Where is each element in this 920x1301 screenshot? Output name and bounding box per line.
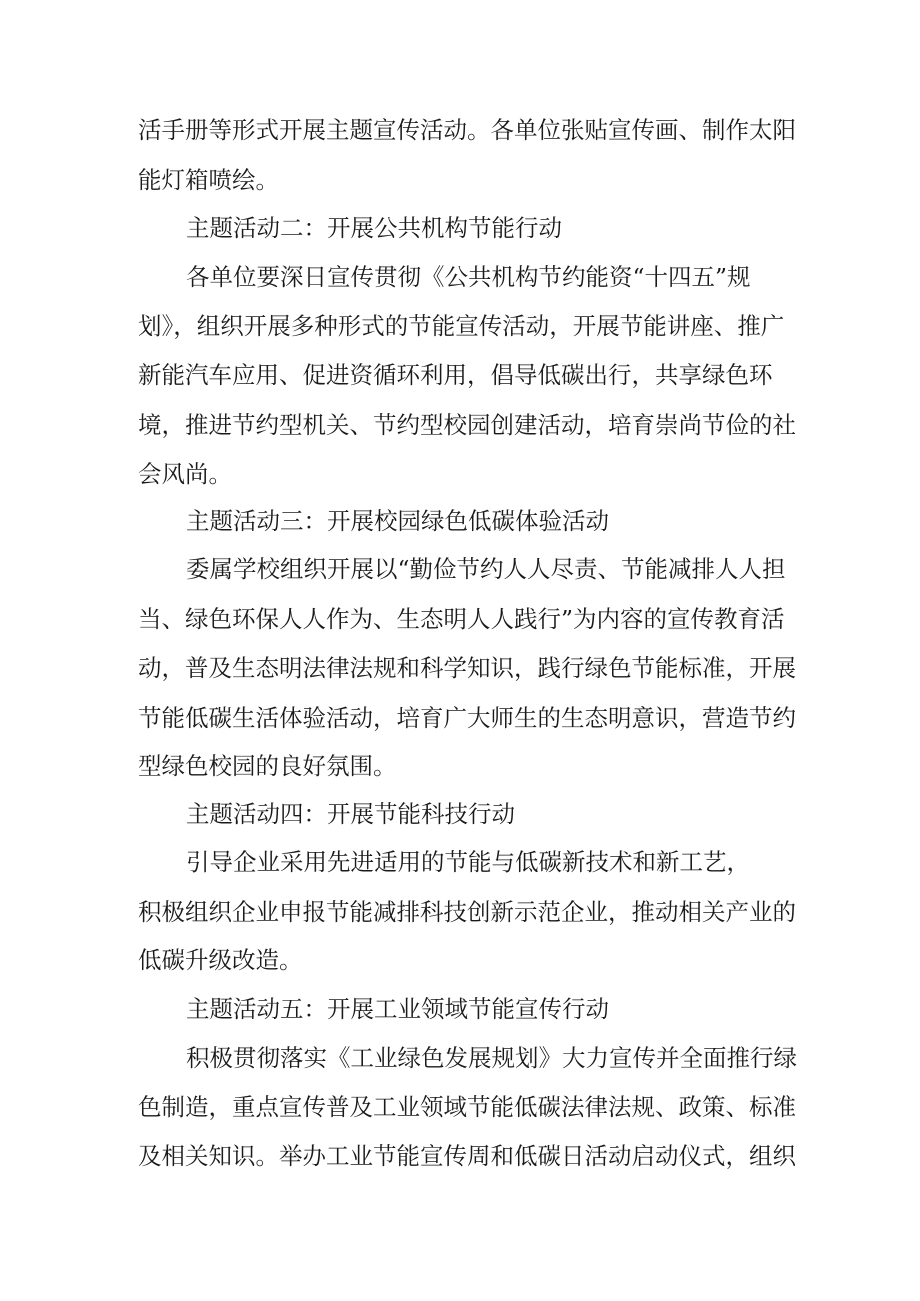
text-line: 型绿色校园的良好氛围。 bbox=[138, 752, 397, 780]
paragraph-first-line: 引导企业采用先进适用的节能与低碳新技术和新工艺， bbox=[186, 848, 750, 876]
section-heading: 主题活动二：开展公共机构节能行动 bbox=[186, 214, 562, 242]
text-line: 及相关知识。举办工业节能宣传周和低碳日活动启动仪式，组织 bbox=[138, 1142, 796, 1170]
text-line: 新能汽车应用、促进资循环利用，倡导低碳出行，共享绿色环 bbox=[138, 361, 773, 389]
text-line: 活手册等形式开展主题宣传活动。各单位张贴宣传画、制作太阳 bbox=[138, 116, 796, 144]
text-line: 能灯箱喷绘。 bbox=[138, 166, 279, 194]
section-heading: 主题活动三：开展校园绿色低碳体验活动 bbox=[186, 507, 609, 535]
text-line: 色制造，重点宣传普及工业领域节能低碳法律法规、政策、标准 bbox=[138, 1093, 796, 1121]
paragraph-first-line: 各单位要深日宣传贯彻《公共机构节约能资“十四五”规 bbox=[186, 263, 751, 291]
section-heading: 主题活动四：开展节能科技行动 bbox=[186, 800, 515, 828]
section-heading: 主题活动五：开展工业领域节能宣传行动 bbox=[186, 995, 609, 1023]
text-line: 动，普及生态明法律法规和科学知识，践行绿色节能标准，开展 bbox=[138, 654, 796, 682]
text-line: 积极组织企业申报节能减排科技创新示范企业，推动相关产业的 bbox=[138, 898, 796, 926]
paragraph-first-line: 委属学校组织开展以“勤俭节约人人尽责、节能减排人人担 bbox=[186, 555, 786, 583]
text-line: 节能低碳生活体验活动，培育广大师生的生态明意识，营造节约 bbox=[138, 704, 796, 732]
text-line: 划》，组织开展多种形式的节能宣传活动，开展节能讲座、推广 bbox=[138, 312, 785, 340]
text-line: 当、绿色环保人人作为、生态明人人践行”为内容的宣传教育活 bbox=[138, 605, 785, 633]
text-line: 低碳升级改造。 bbox=[138, 946, 303, 974]
paragraph-first-line: 积极贯彻落实《工业绿色发展规划》大力宣传并全面推行绿 bbox=[186, 1044, 797, 1072]
text-line: 境，推进节约型机关、节约型校园创建活动，培育崇尚节俭的社 bbox=[138, 411, 796, 439]
text-line: 会风尚。 bbox=[138, 460, 232, 488]
